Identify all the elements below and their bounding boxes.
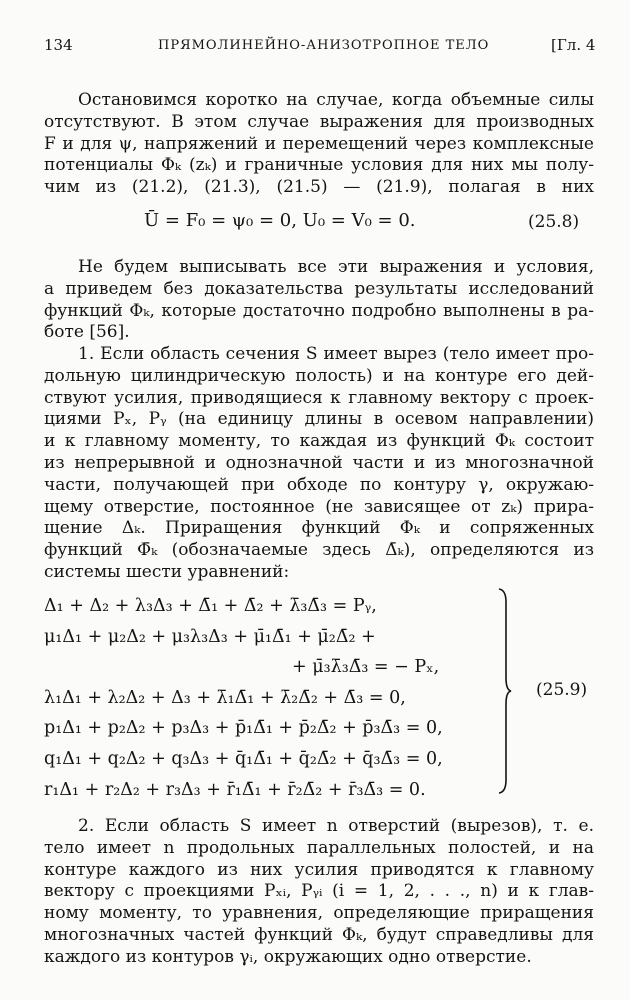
text-line: функций Φ̄ₖ (обозначаемые здесь Δ̄ₖ), определяются из [44, 540, 594, 561]
text-line: системы шести уравнений: [44, 561, 290, 582]
text-line: вектору с проекциями Pₓᵢ, Pᵧᵢ (i = 1, 2, . . ., n) и к глав- [44, 881, 594, 902]
paragraph-intro [44, 90, 594, 199]
text-line: части, получающей при обходе по контуру γ, окружаю- [44, 474, 594, 495]
text-line: 2. Если область S имеет n отверстий (вырезов), т. е. [78, 816, 594, 836]
text-line: а приведем без доказательства результаты исследований [44, 278, 594, 299]
paragraph-case-2 [44, 816, 594, 969]
text-line: отсутствуют. В этом случае выражения для производных [44, 111, 594, 132]
text-line: функций Φₖ, которые достаточно подробно выполнены в ра- [44, 300, 594, 321]
text-line: каждого из контуров γᵢ, окружающих одно отверстие. [44, 946, 532, 967]
text-line: 1. Если область сечения S имеет вырез (тело имеет про- [78, 344, 594, 364]
text-line: Остановимся коротко на случае, когда объемные силы [78, 90, 594, 110]
text-line: Не будем выписывать все эти выражения и условия, [78, 257, 594, 277]
text-line: ствуют усилия, приводящиеся к главному вектору с проек- [44, 387, 594, 408]
text-line: контуре каждого из них усилия приводятся к главному [44, 859, 594, 880]
chapter-marker: [Гл. 4 [551, 36, 596, 54]
equation-25-8: Ū = F₀ = ψ₀ = 0, U₀ = V₀ = 0. [144, 210, 416, 231]
equation-row: r₁Δ₁ + r₂Δ₂ + r₃Δ₃ + r̄₁Δ̄₁ + r̄₂Δ̄₂ + r̄₃Δ̄₃ = 0. [44, 779, 426, 800]
equation-row: + μ̄₃λ̄₃Δ̄₃ = − Pₓ, [292, 657, 440, 678]
page-number: 134 [44, 36, 73, 54]
text-line: и к главному моменту, то каждая из функций Φₖ состоит [44, 431, 594, 452]
equation-row: q₁Δ₁ + q₂Δ₂ + q₃Δ₃ + q̄₁Δ̄₁ + q̄₂Δ̄₂ + q̄₃Δ̄₃ = 0, [44, 748, 443, 769]
text-line: чим из (21.2), (21.3), (21.5) — (21.9), полагая в них [44, 177, 594, 198]
text-line: щему отверстие, постоянное (не зависящее от zₖ) прира- [44, 496, 594, 517]
running-title: ПРЯМОЛИНЕЙНО-АНИЗОТРОПНОЕ ТЕЛО [158, 38, 490, 53]
text-line: тело имеет n продольных параллельных полостей, и на [44, 837, 594, 858]
text-line: щение Δₖ. Приращения функций Φₖ и сопряженных [44, 518, 594, 539]
text-line: F и для ψ, напряжений и перемещений через комплексные [44, 133, 594, 154]
text-line: боте [56]. [44, 322, 130, 343]
right-brace-icon [498, 588, 512, 794]
equation-row: μ₁Δ₁ + μ₂Δ₂ + μ₃λ₃Δ₃ + μ̄₁Δ̄₁ + μ̄₂Δ̄₂ + [44, 626, 376, 647]
paragraph-case-1 [44, 344, 594, 584]
equation-row: Δ₁ + Δ₂ + λ₃Δ₃ + Δ̄₁ + Δ̄₂ + λ̄₃Δ̄₃ = Pᵧ, [44, 596, 377, 616]
paragraph-results [44, 257, 594, 344]
text-line: потенциалы Φₖ (zₖ) и граничные условия для них мы полу- [44, 155, 594, 176]
equation-number-25-8: (25.8) [528, 212, 580, 232]
equation-row: λ₁Δ₁ + λ₂Δ₂ + Δ₃ + λ̄₁Δ̄₁ + λ̄₂Δ̄₂ + Δ̄₃ = 0, [44, 687, 406, 708]
equation-number-25-9: (25.9) [536, 680, 588, 700]
text-line: ному моменту, то уравнения, определяющие приращения [44, 903, 594, 924]
text-line: из непрерывной и однозначной части и из многозначной [44, 452, 594, 473]
text-line: циями Pₓ, Pᵧ (на единицу длины в осевом направлении) [44, 409, 594, 430]
text-line: дольную цилиндрическую полость) и на контуре его дей- [44, 365, 594, 386]
text-line: многозначных частей функций Φₖ, будут справедливы для [44, 924, 594, 945]
equation-row: p₁Δ₁ + p₂Δ₂ + p₃Δ₃ + p̄₁Δ̄₁ + p̄₂Δ̄₂ + p̄₃Δ̄₃ = 0, [44, 718, 443, 739]
equation-system-25-9 [44, 591, 443, 805]
